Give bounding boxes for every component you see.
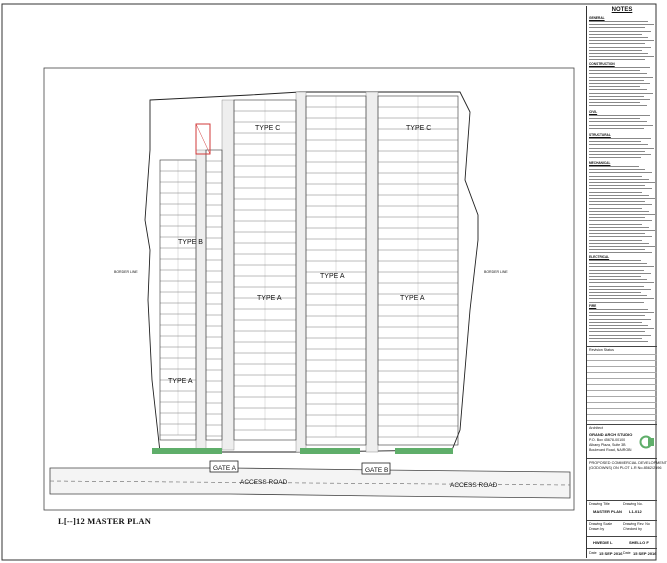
note-line — [589, 24, 654, 25]
studio-name: GRAND ARCH STUDIO — [589, 432, 633, 437]
note-line — [589, 56, 654, 57]
landscape-strip-left — [152, 448, 222, 454]
note-line — [589, 102, 640, 103]
section-construction: CONSTRUCTION — [589, 62, 615, 66]
note-line — [589, 182, 655, 183]
note-line — [589, 246, 655, 247]
internal-road-right — [366, 92, 378, 452]
revision-row — [587, 360, 657, 361]
gate-b-label: GATE B — [365, 467, 389, 474]
note-line — [589, 227, 649, 228]
gate-a-label: GATE A — [213, 465, 236, 472]
drawing-number: L1-012 — [629, 509, 642, 514]
highlighted-lot-hatch — [196, 124, 210, 154]
type-a-mid-label: TYPE A — [257, 295, 282, 302]
note-line — [589, 195, 649, 196]
revision-row — [587, 372, 657, 373]
title-divider — [587, 500, 657, 501]
studio-phone: P.O. Box 45678-00100 — [589, 438, 626, 442]
note-line — [589, 279, 647, 280]
note-line — [589, 224, 642, 225]
date-1: 15 SEP 2016 — [599, 551, 623, 556]
note-line — [589, 276, 641, 277]
note-line — [589, 89, 647, 90]
date-divider — [587, 548, 657, 549]
note-line — [589, 328, 654, 329]
border-line-left-label: BORDER LINE — [114, 270, 138, 274]
note-line — [589, 286, 644, 287]
landscape-strip-right — [395, 448, 453, 454]
revision-row — [587, 420, 657, 421]
checked-by-label: Checked by — [623, 527, 642, 531]
drawn-by: HWEDIE L — [593, 540, 613, 545]
note-line — [589, 289, 651, 290]
date-label-1: Date — [589, 551, 597, 555]
note-line — [589, 67, 650, 68]
note-line — [589, 325, 648, 326]
note-line — [589, 263, 647, 264]
note-line — [589, 292, 641, 293]
note-line — [589, 260, 641, 261]
note-line — [589, 198, 655, 199]
note-line — [589, 341, 648, 342]
drawing-frame — [44, 68, 574, 510]
note-line — [589, 179, 649, 180]
note-line — [589, 185, 645, 186]
note-line — [589, 230, 655, 231]
notes-heading: NOTES — [611, 7, 633, 13]
note-line — [589, 154, 651, 155]
studio-address-1: Albany Plaza, Suite 3B — [589, 443, 626, 447]
note-line — [589, 240, 642, 241]
note-line — [589, 37, 648, 38]
title-block-panel — [586, 6, 667, 558]
note-line — [589, 99, 650, 100]
drawn-by-label: Drawn by — [589, 527, 605, 531]
revision-row — [587, 354, 657, 355]
type-c-left-label: TYPE C — [255, 125, 281, 132]
note-line — [589, 151, 645, 152]
note-line — [589, 302, 644, 303]
type-a-right-label: TYPE A — [400, 295, 425, 302]
note-line — [589, 309, 648, 310]
section-mechanical: MECHANICAL — [589, 161, 611, 165]
note-line — [589, 70, 640, 71]
revision-divider — [587, 346, 657, 347]
date-label-2: Date — [623, 551, 631, 555]
note-line — [589, 312, 654, 313]
note-line — [589, 220, 652, 221]
note-line — [589, 157, 641, 158]
note-line — [589, 249, 645, 250]
note-line — [589, 73, 647, 74]
revision-row — [587, 396, 657, 397]
note-line — [589, 331, 645, 332]
architect-label: Architect — [589, 426, 603, 430]
drawing-title: MASTER PLAN — [593, 509, 622, 514]
note-line — [589, 233, 645, 234]
revision-row — [587, 414, 657, 415]
architect-divider — [587, 424, 657, 425]
type-a-center-label: TYPE A — [320, 273, 345, 280]
note-line — [589, 21, 648, 22]
access-road-label-2: ACCESS ROAD — [450, 482, 498, 489]
plan-title: L[--]12 MASTER PLAN — [58, 516, 152, 526]
section-electrical: ELECTRICAL — [589, 255, 610, 259]
note-line — [589, 252, 652, 253]
type-c-right-label: TYPE C — [406, 125, 432, 132]
revision-title: Revision Status — [589, 348, 614, 352]
note-line — [589, 43, 645, 44]
revision-no-label: Drawing Rev. No — [623, 522, 650, 526]
section-structural: STRUCTURAL — [589, 133, 611, 137]
scale-label: Drawing Scale — [589, 522, 613, 526]
note-line — [589, 138, 651, 139]
note-line — [589, 322, 642, 323]
note-line — [589, 86, 640, 87]
note-line — [589, 148, 654, 149]
note-line — [589, 172, 652, 173]
landscape-strip-mid — [300, 448, 360, 454]
note-line — [589, 270, 644, 271]
project-line-2: (GODOWNS) ON PLOT L.R No.8562/2596 — [589, 466, 662, 470]
border-line-right-label: BORDER LINE — [484, 270, 508, 274]
date-2: 15 SEP 2016 — [633, 551, 657, 556]
note-line — [589, 338, 642, 339]
project-divider — [587, 458, 657, 459]
note-line — [589, 211, 649, 212]
note-line — [589, 208, 642, 209]
note-line — [589, 93, 653, 94]
note-line — [589, 243, 649, 244]
revision-row — [587, 378, 657, 379]
note-line — [589, 115, 650, 116]
note-line — [589, 295, 647, 296]
note-line — [589, 192, 642, 193]
note-line — [589, 47, 651, 48]
access-road-label-1: ACCESS ROAD — [240, 479, 288, 486]
note-line — [589, 273, 651, 274]
note-line — [589, 53, 648, 54]
note-line — [589, 201, 645, 202]
note-line — [589, 188, 652, 189]
studio-logo-icon — [639, 435, 655, 449]
note-line — [589, 125, 653, 126]
revision-row — [587, 384, 657, 385]
checked-by: SHELLO F — [629, 540, 649, 545]
drawing-no-label: Drawing No. — [623, 502, 643, 506]
revision-row — [587, 402, 657, 403]
note-line — [589, 50, 642, 51]
internal-road-middle — [296, 92, 306, 452]
note-line — [589, 315, 645, 316]
note-line — [589, 298, 654, 299]
section-civil: CIVIL — [589, 110, 598, 114]
note-line — [589, 83, 650, 84]
lot-block — [206, 150, 222, 440]
note-line — [589, 80, 644, 81]
type-b-label: TYPE B — [178, 239, 203, 246]
note-line — [589, 166, 639, 167]
note-line — [589, 118, 640, 119]
section-fire: FIRE — [589, 304, 597, 308]
note-line — [589, 77, 653, 78]
note-line — [589, 335, 651, 336]
note-line — [589, 266, 654, 267]
note-line — [589, 59, 645, 60]
note-line — [589, 282, 654, 283]
type-a-bottom-label: TYPE A — [168, 378, 193, 385]
note-line — [589, 169, 645, 170]
internal-road-west — [196, 150, 206, 450]
note-line — [589, 105, 647, 106]
note-line — [589, 31, 651, 32]
note-line — [589, 144, 648, 145]
note-line — [589, 214, 655, 215]
internal-road-left — [222, 100, 234, 450]
note-line — [589, 27, 645, 28]
studio-address-2: Boulevard Road, NAIROBI — [589, 448, 632, 452]
note-line — [589, 121, 647, 122]
revision-row — [587, 408, 657, 409]
scale-divider — [587, 520, 657, 521]
note-line — [589, 34, 642, 35]
note-line — [589, 176, 642, 177]
project-line-1: PROPOSED COMMERCIAL DEVELOPMENT — [589, 461, 667, 465]
section-general: GENERAL — [589, 16, 605, 20]
names-divider — [587, 536, 657, 537]
note-line — [589, 40, 654, 41]
note-line — [589, 128, 644, 129]
note-line — [589, 141, 641, 142]
note-line — [589, 236, 652, 237]
note-line — [589, 217, 645, 218]
revision-row — [587, 390, 657, 391]
revision-row — [587, 366, 657, 367]
note-line — [589, 204, 652, 205]
note-line — [589, 319, 651, 320]
note-line — [589, 96, 644, 97]
drawing-title-label: Drawing Title — [589, 502, 610, 506]
